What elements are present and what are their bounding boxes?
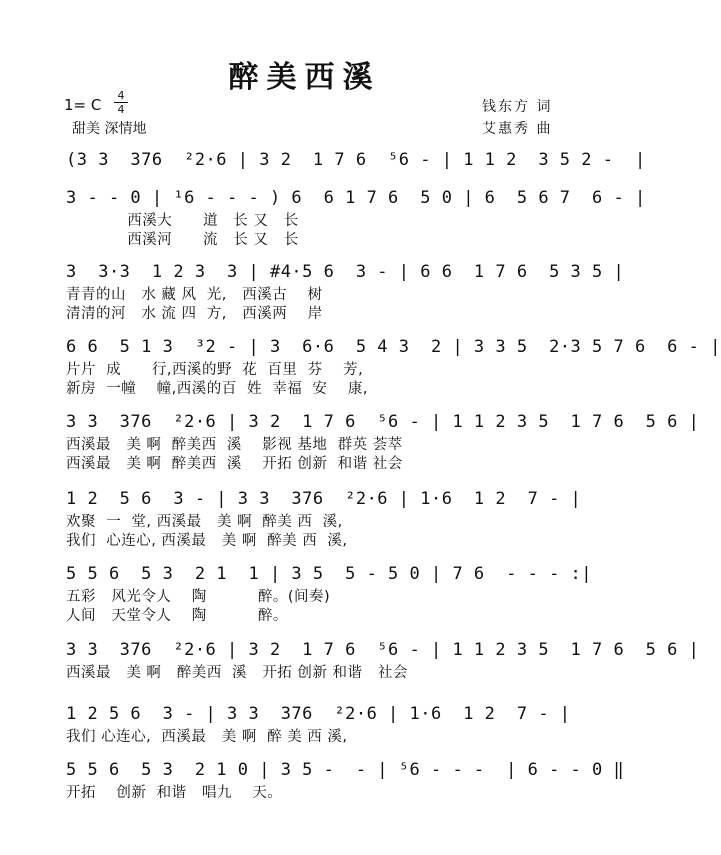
notation-system [66, 560, 593, 626]
notation-system [66, 408, 700, 474]
key-signature: 1= C [64, 96, 102, 114]
lyric-line: 人间 天堂令人 陶 醉。 [66, 608, 288, 624]
notation-system [66, 333, 721, 399]
lyric-line: 我们 心连心, 西溪最 美 啊 醉 美 西 溪, [66, 729, 348, 745]
time-signature [114, 90, 128, 115]
note-line: 5 5 6 5 3 2 1 0 | 3 5 - - | ⁵6 - - - | 6 - - 0 ‖ [66, 760, 625, 780]
note-line: (3 3 376 ²2·6 | 3 2 1 7 6 ⁵6 - | 1 1 2 3 5 2 - | [66, 150, 646, 170]
note-line: 3 3 376 ²2·6 | 3 2 1 7 6 ⁵6 - | 1 1 2 3 5 1 7 6 5 6 | [66, 412, 700, 432]
note-line: 5 5 6 5 3 2 1 1 | 3 5 5 - 5 0 | 7 6 - - - :| [66, 564, 593, 584]
song-title: 醉美西溪 [228, 60, 381, 95]
lyric-line: 清清的河 水 流 四 方, 西溪两 岸 [66, 306, 323, 322]
lyric-line: 西溪大 道 长 又 长 [66, 213, 299, 229]
lyric-line: 片片 成 行,西溪的野 花 百里 芬 芳, [66, 362, 364, 378]
note-line: 6 6 5 1 3 ³2 - | 3 6·6 5 4 3 2 | 3 3 5 2·3 5 7 6 6 - | [66, 337, 721, 357]
note-line: 3 - - 0 | ¹6 - - - ) 6 6 1 7 6 5 0 | 6 5 6 7 6 - | [66, 188, 646, 208]
lyric-line: 西溪最 美 啊 醉美西 溪 开拓 创新 和谐 社会 [66, 456, 403, 472]
note-line: 1 2 5 6 3 - | 3 3 376 ²2·6 | 1·6 1 2 7 - | [66, 489, 582, 509]
lyric-line: 我们 心连心, 西溪最 美 啊 醉美 西 溪, [66, 533, 348, 549]
tempo-marking: 甜美 深情地 [72, 121, 147, 137]
notation-system [66, 146, 646, 174]
lyric-line: 欢聚 一 堂, 西溪最 美 啊 醉美 西 溪, [66, 514, 343, 530]
lyricist-credit: 钱东方 词 [482, 99, 553, 115]
notation-system [66, 258, 625, 324]
lyric-line: 西溪河 流 长 又 长 [66, 232, 299, 248]
lyric-line: 五彩 风光令人 陶 醉。(间奏) [66, 589, 331, 605]
composer-credit: 艾惠秀 曲 [482, 121, 553, 137]
notation-system [66, 700, 571, 747]
lyric-line: 新房 一幢 幢,西溪的百 姓 幸福 安 康, [66, 381, 368, 397]
lyric-line: 西溪最 美 啊 醉美西 溪 开拓 创新 和谐 社会 [66, 665, 408, 681]
note-line: 3 3 376 ²2·6 | 3 2 1 7 6 ⁵6 - | 1 1 2 3 5 1 7 6 5 6 | [66, 640, 700, 660]
lyric-line: 开拓 创新 和谐 唱九 天。 [66, 785, 283, 801]
note-line: 1 2 5 6 3 - | 3 3 376 ²2·6 | 1·6 1 2 7 - | [66, 704, 571, 724]
notation-system [66, 756, 625, 803]
notation-system [66, 485, 582, 551]
notation-system [66, 184, 646, 250]
lyric-line: 西溪最 美 啊 醉美西 溪 影视 基地 群英 荟萃 [66, 437, 403, 453]
time-signature-top: 4 [117, 89, 125, 102]
notation-system [66, 636, 700, 683]
time-signature-bottom: 4 [117, 103, 125, 116]
lyric-line: 青青的山 水 藏 风 光, 西溪古 树 [66, 287, 323, 303]
note-line: 3 3·3 1 2 3 3 | #4·5 6 3 - | 6 6 1 7 6 5 3 5 | [66, 262, 625, 282]
